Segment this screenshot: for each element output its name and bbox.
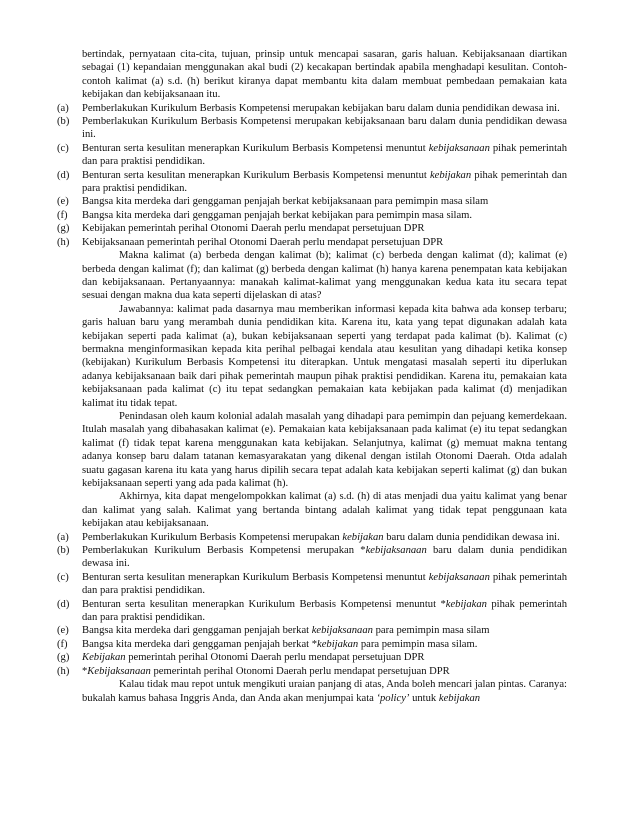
document-body (57, 48, 567, 705)
list-item-emphasis: kebijakan (445, 598, 487, 610)
list-item-text-tail: baru dalam dunia pendidikan dewasa ini. (383, 531, 560, 543)
policy-quote: ‘policy’ (376, 692, 410, 704)
closing-text: Kalau tidak mau repot untuk mengikuti uraian panjang di atas, Anda boleh mencari jalan pintas. Caranya: bukalah kamus bahasa Inggris Anda, dan Anda akan menjumpai kata (82, 679, 567, 704)
closing-emphasis: kebijakan (438, 692, 481, 704)
list-item-text-tail: pemerintah perihal Otonomi Daerah perlu mendapat persetujuan DPR (150, 665, 450, 677)
list-item-label: (a) (57, 102, 69, 114)
list-item (57, 102, 567, 115)
list-item (57, 598, 567, 625)
example-list-2 (57, 531, 567, 678)
list-item-label: (e) (57, 625, 69, 637)
list-item-text: Benturan serta kesulitan menerapkan Kurikulum Berbasis Kompetensi menuntut (82, 169, 430, 181)
list-item-text-tail: para pemimpin masa silam (372, 625, 490, 637)
list-item-text: Benturan serta kesulitan menerapkan Kurikulum Berbasis Kompetensi menuntut * (82, 598, 446, 610)
list-item-text-tail: para pemimpin masa silam. (358, 638, 478, 650)
list-item-label: (d) (57, 169, 70, 181)
list-item-label: (h) (57, 665, 70, 677)
list-item-text: Bangsa kita merdeka dari genggaman penjajah berkat (82, 625, 312, 637)
body-paragraph: Jawabannya: kalimat pada dasarnya mau memberikan informasi kepada kita bahwa ada konsep terbaru; garis haluan baru yang merambah dunia pendidikan kita. Karena itu, kata yang tepat digunakan adalah kata kebijakan seperti pada kalimat (a), bukan kebijaksanaan seperti yang terdapat pada kalimat (b). Kalimat (c) bermakna menginformasikan kepada kita perihal pelbagai kendala atau kesulitan yang dihadapi ketika konsep (kebijakan) Kurikulum Berbasis Kompetensi itu diterapkan. Untuk mengatasi masalah seperti itu diperlukan adanya kebijaksanaan baik dari pihak pemerintah maupun pihak praktisi pendidikan. Karena itu, pemakaian kata kebijaksanaan pada kalimat (c) itu tepat sedangkan pemakaian kata kebijakan pada kalimat (d) menjadikan kalimat itu tidak tepat. (82, 303, 567, 409)
list-item (57, 638, 567, 651)
list-item-label: (a) (57, 531, 69, 543)
list-item-text: Pemberlakukan Kurikulum Berbasis Kompetensi merupakan kebijaksanaan baru dalam dunia pendidikan dewasa ini. (82, 116, 567, 141)
list-item-label: (c) (57, 571, 69, 583)
list-item (57, 531, 567, 544)
list-item-emphasis: Kebijaksanaan (87, 665, 151, 677)
list-item-label: (c) (57, 142, 69, 154)
closing-paragraph (57, 678, 567, 705)
list-item-text-tail: pihak pemerintah dan para praktisi pendidikan. (82, 571, 568, 597)
list-item-emphasis: kebijakan (429, 169, 472, 181)
list-item-text: Kebijakan pemerintah perihal Otonomi Daerah perlu mendapat persetujuan DPR (82, 223, 425, 235)
body-paragraph: Akhirnya, kita dapat mengelompokkan kalimat (a) s.d. (h) di atas menjadi dua yaitu kalimat yang benar dan kalimat yang salah. Kalimat yang bertanda bintang adalah kalimat yang tidak tepat penggunaan kata kebijakan atau kebijaksanaan. (82, 491, 567, 530)
list-item-text-tail: pihak pemerintah dan para praktisi pendidikan. (82, 142, 568, 168)
list-item-label: (g) (57, 652, 70, 664)
list-item (57, 209, 567, 222)
list-item-text-tail: pihak pemerintah dan para praktisi pendidikan. (82, 598, 567, 624)
list-item-emphasis: Kebijakan (82, 652, 126, 664)
list-item-text-tail: pemerintah perihal Otonomi Daerah perlu mendapat persetujuan DPR (125, 652, 425, 664)
list-item-label: (g) (57, 223, 70, 235)
list-item-emphasis: kebijakan (342, 531, 384, 543)
list-item-label: (b) (57, 545, 70, 557)
list-item (57, 665, 567, 678)
list-item-text: Pemberlakukan Kurikulum Berbasis Kompetensi merupakan * (82, 545, 366, 557)
list-item-emphasis: kebijaksanaan (311, 625, 373, 637)
opening-paragraph: bertindak, pernyataan cita-cita, tujuan, prinsip untuk mencapai sasaran, garis haluan. Kebijaksanaan diartikan sebagai (1) kepandaian menggunakan akal budi (2) kecakapan bertindak apabila menghadapi kesulitan. Contoh-contoh kalimat (a) s.d. (h) berikut kiranya dapat membantu kita dalam membuat pembedaan pemakaian kata kebijakan dan kebijaksanaan itu. (82, 49, 567, 101)
body-paragraph: Penindasan oleh kaum kolonial adalah masalah yang dihadapi para pemimpin dan pejuang kemerdekaan. Itulah masalah yang dibahasakan kalimat (e). Pemakaian kata kebijaksanaan pada kalimat (e) itu tepat sedangkan kalimat (f) tidak tepat karena menggunakan kata kebijakan. Selanjutnya, kalimat (g) memuat makna tentang adanya konsep baru dalam tatanan kemasyarakatan yang dikenal dengan istilah Otonomi Daerah. Otda adalah suatu gagasan karena itu kata yang harus dipilih secara tepat adalah kata kebijakan seperti kalimat (g) dan bukan kebijaksanaan seperti yang ada pada kalimat (h). (82, 410, 567, 489)
list-item-emphasis: kebijaksanaan (365, 545, 427, 557)
list-item-text: Bangsa kita merdeka dari genggaman penjajah berkat kebijaksanaan para pemimpin masa silam (82, 196, 489, 208)
list-item-text: Benturan serta kesulitan menerapkan Kurikulum Berbasis Kompetensi menuntut (82, 142, 429, 154)
list-item (57, 195, 567, 208)
list-item-emphasis: kebijaksanaan (428, 571, 490, 583)
body-paragraph: Makna kalimat (a) berbeda dengan kalimat (b); kalimat (c) berbeda dengan kalimat (d); kalimat (e) berbeda dengan kalimat (f); dan kalimat (g) berbeda dengan kalimat (h) hanya karena penempatan kata kebijakan dan kebijaksanaan. Pertanyaannya: manakah kalimat-kalimat yang menggunakan kedua kata itu secara tepat sesuai dengan makna dua kata seperti dijelaskan di atas? (82, 250, 567, 302)
list-item (57, 544, 567, 571)
list-item-label: (h) (57, 236, 70, 248)
list-item-label: (b) (57, 116, 70, 128)
list-item-text: Kebijaksanaan pemerintah perihal Otonomi Daerah perlu mendapat persetujuan DPR (82, 236, 444, 248)
list-item (57, 651, 567, 664)
example-list-1 (57, 102, 567, 249)
list-item-text-tail: baru dalam dunia pendidikan dewasa ini. (82, 545, 567, 570)
list-item-text: Bangsa kita merdeka dari genggaman penjajah berkat kebijakan para pemimpin masa silam. (82, 209, 473, 221)
list-item-text-tail: pihak pemerintah dan para praktisi pendidikan. (82, 169, 567, 195)
list-item-text: Bangsa kita merdeka dari genggaman penjajah berkat * (82, 638, 318, 650)
list-item-label: (e) (57, 196, 69, 208)
list-item-label: (f) (57, 638, 68, 650)
list-item-label: (f) (57, 209, 68, 221)
list-item (57, 236, 567, 249)
list-item-text: * (82, 665, 88, 677)
list-item (57, 169, 567, 196)
list-item (57, 222, 567, 235)
closing-text-mid: untuk (409, 692, 439, 704)
list-item-text: Pemberlakukan Kurikulum Berbasis Kompetensi merupakan kebijakan baru dalam dunia pendidikan dewasa ini. (82, 102, 560, 114)
list-item-text: Benturan serta kesulitan menerapkan Kurikulum Berbasis Kompetensi menuntut (82, 571, 429, 583)
list-item-text: Pemberlakukan Kurikulum Berbasis Kompetensi merupakan (82, 531, 343, 543)
list-item-emphasis: kebijakan (317, 638, 359, 650)
list-item (57, 624, 567, 637)
list-item (57, 571, 567, 598)
list-item (57, 142, 567, 169)
list-item-emphasis: kebijaksanaan (428, 142, 490, 154)
list-item-label: (d) (57, 598, 70, 610)
list-item (57, 115, 567, 142)
